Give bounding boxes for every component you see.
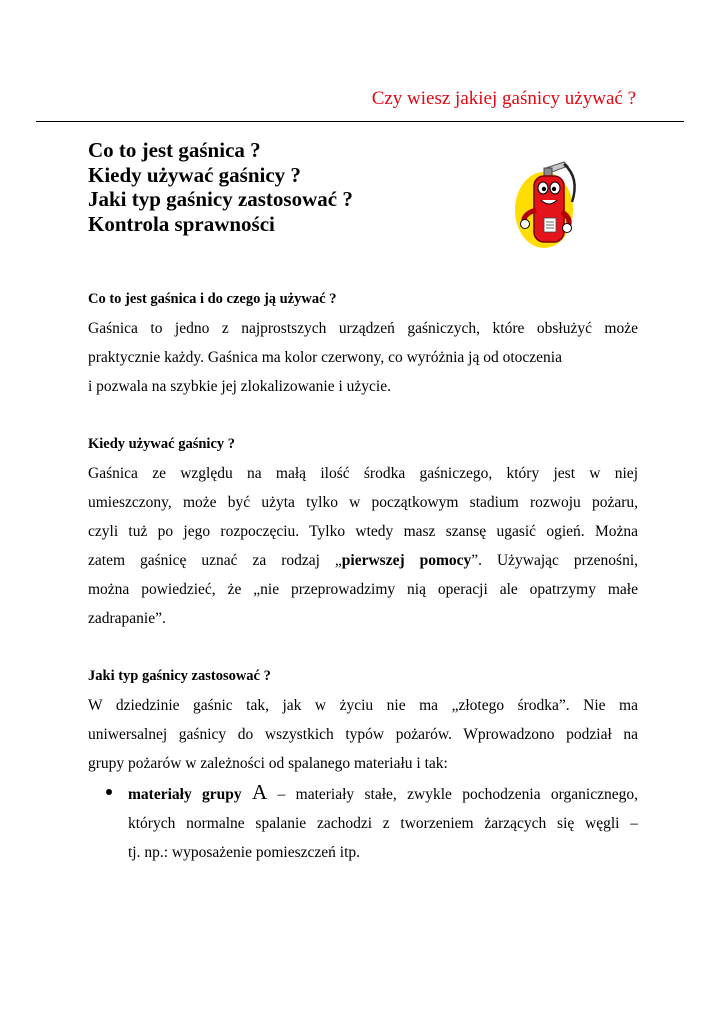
- text-line: czyli tuż po jego rozpoczęciu. Tylko wtedy masz szansę ugasić ogień. Można: [88, 523, 638, 540]
- document-title: Czy wiesz jakiej gaśnicy używać ?: [371, 88, 636, 109]
- text-fragment: zatem gaśnicę uznać za rodzaj „: [88, 552, 342, 569]
- question-list: [88, 138, 488, 236]
- text-fragment: ”. Używając przenośni,: [471, 552, 638, 569]
- fire-extinguisher-mascot-icon: [514, 158, 586, 255]
- paragraph: [88, 691, 638, 778]
- text-line: zadrapanie”.: [88, 610, 166, 627]
- text-line: można powiedzieć, że „nie przeprowadzimy nią operacji ale opatrzymy małe: [88, 581, 638, 598]
- paragraph: [88, 459, 638, 633]
- text-line: praktycznie każdy. Gaśnica ma kolor czerwony, co wyróżnia ją od otoczenia: [88, 349, 562, 366]
- header-divider: [36, 121, 684, 122]
- text-line: Gaśnica ze względu na małą ilość środka gaśniczego, który jest w niej: [88, 465, 638, 482]
- paragraph: [88, 314, 638, 401]
- bullet-icon: [106, 789, 112, 795]
- text-line: umieszczony, może być użyta tylko w początkowym stadium rozwoju pożaru,: [88, 494, 638, 511]
- emphasis-text: pierwszej pomocy: [341, 552, 472, 569]
- question-item: Co to jest gaśnica ?: [88, 138, 261, 162]
- text-line: Gaśnica to jedno z najprostszych urządzeń gaśniczych, które obsłużyć może: [88, 320, 638, 337]
- text-line: [128, 778, 638, 809]
- text-line: i pozwala na szybkie jej zlokalizowanie i użycie.: [88, 378, 391, 395]
- section-heading: Kiedy używać gaśnicy ?: [88, 436, 236, 452]
- section-heading: Jaki typ gaśnicy zastosować ?: [88, 668, 271, 684]
- bullet-label: materiały grupy: [128, 786, 242, 803]
- text-line: których normalne spalanie zachodzi z tworzeniem żarzących się węgli –: [128, 815, 638, 832]
- text-line: grupy pożarów w zależności od spalanego materiału i tak:: [88, 755, 448, 772]
- section-when-use: [88, 430, 638, 633]
- question-item: Jaki typ gaśnicy zastosować ?: [88, 187, 353, 211]
- text-line: tj. np.: wyposażenie pomieszczeń itp.: [128, 844, 361, 861]
- text-line: W dziedzinie gaśnic tak, jak w życiu nie ma „złotego środka”. Nie ma: [88, 697, 638, 714]
- text-fragment: – materiały stałe, zwykle pochodzenia organicznego,: [267, 786, 638, 803]
- question-item: Kontrola sprawności: [88, 211, 275, 236]
- list-item: [88, 778, 638, 867]
- text-line: uniwersalnej gaśnicy do wszystkich typów pożarów. Wprowadzono podział na: [88, 726, 638, 743]
- document-body: [88, 285, 638, 867]
- text-line: [88, 546, 638, 575]
- section-which-type: [88, 662, 638, 867]
- section-heading: Co to jest gaśnica i do czego ją używać ?: [88, 291, 337, 307]
- group-letter: A: [252, 780, 268, 804]
- question-item: Kiedy używać gaśnicy ?: [88, 162, 301, 187]
- section-what-is: [88, 285, 638, 401]
